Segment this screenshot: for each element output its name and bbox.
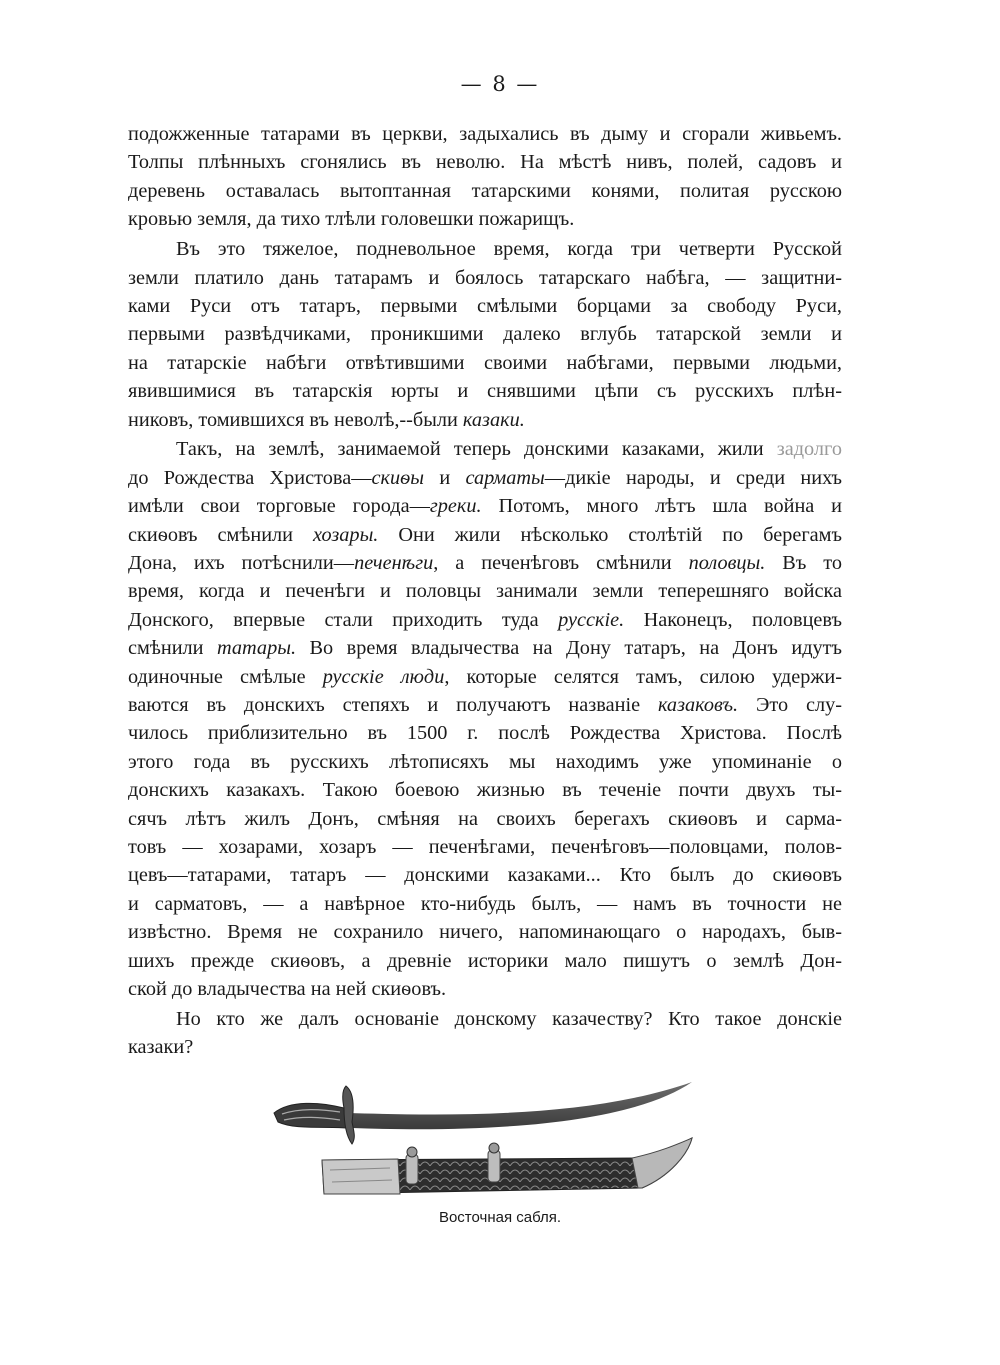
paragraph-2	[128, 235, 842, 434]
body-text	[128, 120, 842, 1063]
text-line	[128, 549, 842, 577]
saber-guard	[343, 1086, 355, 1144]
text-run: Наконецъ, половцевъ	[624, 608, 842, 631]
text-run: Во время владычества на Дону татаръ, на Донъ идутъ	[296, 637, 843, 660]
italic-term: русскіе.	[558, 608, 625, 631]
text-line	[128, 521, 842, 549]
faded-word: задолго	[776, 438, 842, 461]
text-line	[128, 492, 842, 520]
scabbard-throat	[322, 1159, 400, 1194]
text-line: ской до владычества на ней скиѳовъ.	[128, 977, 447, 1000]
saber-illustration	[260, 1078, 700, 1198]
text-line: шихъ прежде скиѳовъ, а древніе историки мало пишутъ о землѣ Дон-	[128, 949, 842, 972]
text-run: Донского, впервые стали приходить туда	[128, 608, 559, 631]
italic-term: русскіе люди	[322, 665, 445, 688]
text-line: товъ — хозарами, хозаръ — печенѣгами, печенѣговъ—половцами, полов-	[128, 835, 842, 858]
text-line	[128, 663, 842, 691]
italic-term: татары.	[217, 637, 297, 660]
scabbard-mount	[488, 1150, 500, 1182]
text-line: время, когда и печенѣги и половцы занимали земли теперешняго войска	[128, 580, 842, 603]
text-line: извѣстно. Время не сохранило ничего, напоминающаго о народахъ, быв-	[128, 921, 842, 944]
text-run: Такъ, на землѣ, занимаемой теперь донскими казаками, жили	[176, 438, 777, 461]
text-line: на татарскіе набѣги отвѣтившими своими набѣгами, первыми людьми,	[128, 351, 842, 374]
text-line: донскихъ казакахъ. Такою боевою жизнью въ теченіе почти двухъ ты-	[128, 779, 842, 802]
text-run: смѣнили	[128, 637, 217, 660]
figure-caption: Восточная сабля.	[438, 1209, 562, 1226]
scabbard-tip	[632, 1138, 692, 1188]
text-line: Но кто же далъ основаніе донскому казачеству? Кто такое донскіе	[176, 1007, 842, 1030]
text-line: подожженные татарами въ церкви, задыхались въ дыму и сгорали живьемъ.	[128, 123, 842, 145]
text-run: Въ то	[765, 552, 842, 575]
paragraph-1	[128, 120, 842, 234]
text-line: первыми развѣдчиками, проникшими далеко вглубь татарской земли и	[128, 323, 842, 346]
italic-term: сарматы	[465, 466, 545, 489]
text-line: ками Руси отъ татаръ, первыми смѣлыми борцами за свободу Руси,	[128, 294, 842, 317]
text-run: скиѳовъ смѣнили	[128, 523, 313, 546]
italic-term: казаковъ.	[657, 694, 739, 716]
italic-term: греки.	[429, 495, 482, 518]
text-run: , которые селятся тамъ, силою удержи-	[444, 665, 842, 688]
text-line: деревень оставалась вытоптанная татарскими конями, политая русскою	[128, 179, 842, 202]
text-run: никовъ, томившихся въ неволѣ,--были	[128, 408, 458, 431]
italic-term: половцы.	[688, 552, 766, 575]
page-number: — 8 —	[460, 72, 540, 96]
text-line: земли платило дань татарамъ и боялось татарскаго набѣга, — защитни-	[128, 266, 842, 289]
text-line: чилось приблизительно въ 1500 г. послѣ Рождества Христова. Послѣ	[128, 722, 842, 745]
saber-grip	[274, 1103, 346, 1128]
text-line	[128, 634, 842, 662]
paragraph-4	[128, 1005, 842, 1062]
text-line: казаки?	[128, 1036, 194, 1059]
text-line: явившимися въ татарскія юрты и снявшими цѣпи съ русскихъ плѣн-	[128, 380, 842, 403]
paragraph-3	[128, 435, 842, 1003]
italic-term: скиѳы	[371, 466, 425, 489]
text-run: Они жили нѣсколько столѣтій по берегамъ	[378, 523, 842, 546]
text-run: —дикіе народы, и среди нихъ	[544, 466, 842, 489]
italic-term: хозары.	[313, 523, 379, 546]
italic-term: печенѣги	[354, 552, 434, 575]
text-run: одиночные смѣлые	[128, 665, 323, 688]
text-line: этого года въ русскихъ лѣтописяхъ мы находимъ уже упоминаніе о	[128, 750, 842, 773]
text-run: Потомъ, много лѣтъ шла война и	[481, 495, 842, 518]
saber-blade	[348, 1082, 692, 1129]
text-line	[128, 606, 842, 634]
text-line	[128, 406, 842, 434]
text-run: имѣли свои торговые города—	[128, 495, 430, 518]
text-line	[128, 435, 842, 463]
text-line	[128, 691, 842, 719]
text-run: , а печенѣговъ смѣнили	[433, 552, 689, 575]
text-line: сячъ лѣтъ жилъ Донъ, смѣняя на своихъ берегахъ скиѳовъ и сарма-	[128, 807, 842, 830]
text-line: кровью земля, да тихо тлѣли головешки пожарищъ.	[128, 208, 575, 231]
text-run: Это слу-	[738, 694, 842, 716]
text-run: Дона, ихъ потѣснили—	[128, 552, 355, 575]
text-line: Въ это тяжелое, подневольное время, когда три четверти Русской	[176, 238, 842, 261]
italic-term: казаки.	[462, 408, 525, 431]
scabbard-mount	[406, 1154, 418, 1184]
text-run: до Рождества Христова—	[128, 466, 372, 489]
text-run: и	[424, 466, 466, 489]
text-line: и сарматовъ, — а навѣрное кто-нибудь былъ, — намъ въ точности не	[128, 892, 842, 915]
text-line: Толпы плѣнныхъ сгонялись въ неволю. На мѣстѣ нивъ, полей, садовъ и	[128, 151, 842, 174]
text-line	[128, 464, 842, 492]
text-line: цевъ—татарами, татаръ — донскими казаками... Кто былъ до скиѳовъ	[128, 864, 842, 887]
text-run: ваются въ донскихъ степяхъ и получаютъ названіе	[128, 694, 658, 716]
